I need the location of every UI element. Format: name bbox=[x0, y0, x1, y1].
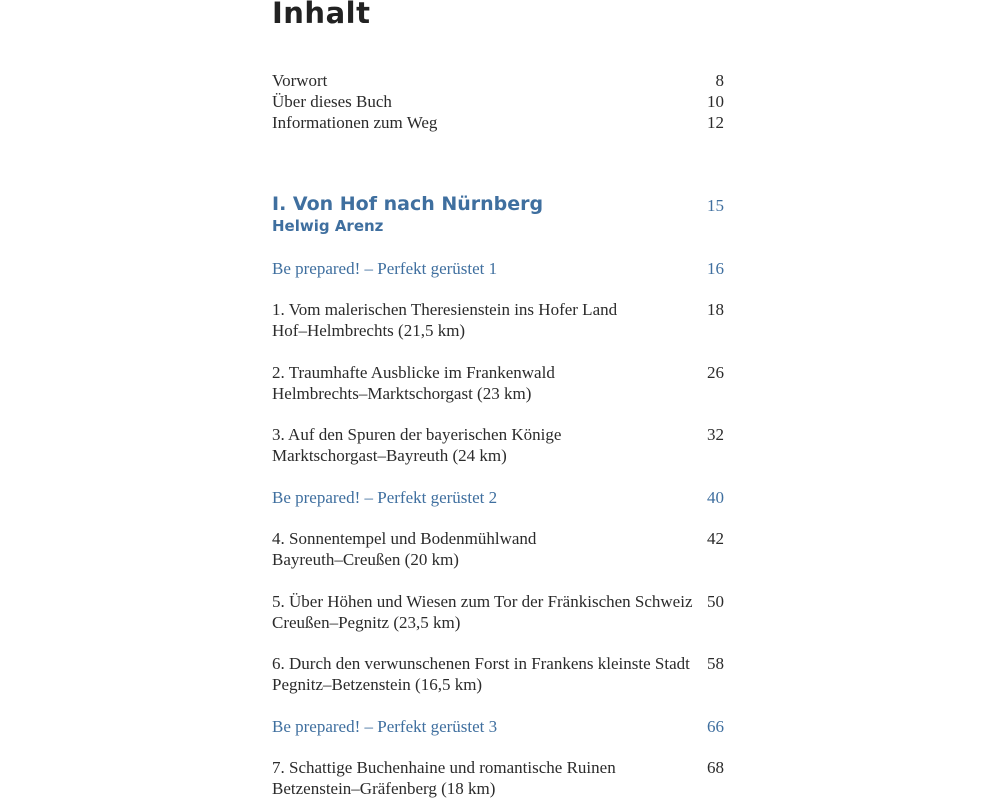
toc-entry-page: 68 bbox=[707, 758, 724, 777]
toc-entry-title: Be prepared! – Perfekt gerüstet 3 bbox=[272, 717, 498, 736]
toc-entry-page: 8 bbox=[715, 71, 724, 90]
toc-entry-prepared[interactable] bbox=[272, 487, 724, 508]
toc-entry-page: 18 bbox=[707, 300, 724, 319]
toc-entry-page: 42 bbox=[707, 529, 724, 548]
section-page: 15 bbox=[707, 196, 724, 215]
toc-entry-stage[interactable] bbox=[272, 653, 724, 695]
toc-entry-stage[interactable] bbox=[272, 424, 724, 466]
toc-entry-title: 4. Sonnentempel und Bodenmühlwand bbox=[272, 529, 537, 548]
toc-entry-stage[interactable] bbox=[272, 757, 724, 799]
section-heading[interactable] bbox=[272, 192, 543, 236]
toc-entry-title: 7. Schattige Buchenhaine und romantische Ruinen bbox=[272, 758, 616, 777]
toc-entry-route: Helmbrechts–Marktschorgast (23 km) bbox=[272, 384, 532, 403]
toc-entry-title: 5. Über Höhen und Wiesen zum Tor der Fränkischen Schweiz bbox=[272, 592, 693, 611]
toc-entry-label: Informationen zum Weg bbox=[272, 113, 438, 132]
toc-entry-page: 40 bbox=[707, 488, 724, 507]
toc-entry-route: Creußen–Pegnitz (23,5 km) bbox=[272, 613, 461, 632]
section-author: Helwig Arenz bbox=[272, 217, 384, 235]
toc-entry-front[interactable] bbox=[272, 70, 724, 91]
toc-entry-title: 6. Durch den verwunschenen Forst in Frankens kleinste Stadt bbox=[272, 654, 690, 673]
toc-entry-front[interactable] bbox=[272, 91, 724, 112]
toc-entry-front[interactable] bbox=[272, 112, 724, 133]
toc-entry-route: Betzenstein–Gräfenberg (18 km) bbox=[272, 779, 496, 798]
toc-entry-prepared[interactable] bbox=[272, 716, 724, 737]
toc-entry-label: Vorwort bbox=[272, 71, 328, 90]
toc-entry-page: 16 bbox=[707, 259, 724, 278]
toc-entry-page: 12 bbox=[707, 113, 724, 132]
toc-entry-stage[interactable] bbox=[272, 591, 724, 633]
page-title: Inhalt bbox=[272, 0, 371, 30]
toc-entry-title: Be prepared! – Perfekt gerüstet 2 bbox=[272, 488, 498, 507]
toc-entry-label: Über dieses Buch bbox=[272, 92, 392, 111]
toc-entry-page: 32 bbox=[707, 425, 724, 444]
toc-entry-prepared[interactable] bbox=[272, 258, 724, 279]
toc-entry-title: Be prepared! – Perfekt gerüstet 1 bbox=[272, 259, 498, 278]
toc-entry-route: Hof–Helmbrechts (21,5 km) bbox=[272, 321, 466, 340]
toc-entry-page: 66 bbox=[707, 717, 724, 736]
toc-entry-stage[interactable] bbox=[272, 528, 724, 570]
toc-entry-page: 10 bbox=[707, 92, 724, 111]
toc-entry-page: 58 bbox=[707, 654, 724, 673]
toc-entry-stage[interactable] bbox=[272, 362, 724, 404]
toc-entry-page: 26 bbox=[707, 363, 724, 382]
toc-entry-route: Pegnitz–Betzenstein (16,5 km) bbox=[272, 675, 483, 694]
section-title: I. Von Hof nach Nürnberg bbox=[272, 193, 544, 215]
toc-entry-title: 3. Auf den Spuren der bayerischen Könige bbox=[272, 425, 562, 444]
toc-entry-route: Marktschorgast–Bayreuth (24 km) bbox=[272, 446, 507, 465]
toc-entry-route: Bayreuth–Creußen (20 km) bbox=[272, 550, 459, 569]
toc-entry-page: 50 bbox=[707, 592, 724, 611]
toc-entry-title: 2. Traumhafte Ausblicke im Frankenwald bbox=[272, 363, 555, 382]
toc-entry-stage[interactable] bbox=[272, 299, 724, 341]
toc-entry-title: 1. Vom malerischen Theresienstein ins Hofer Land bbox=[272, 300, 618, 319]
